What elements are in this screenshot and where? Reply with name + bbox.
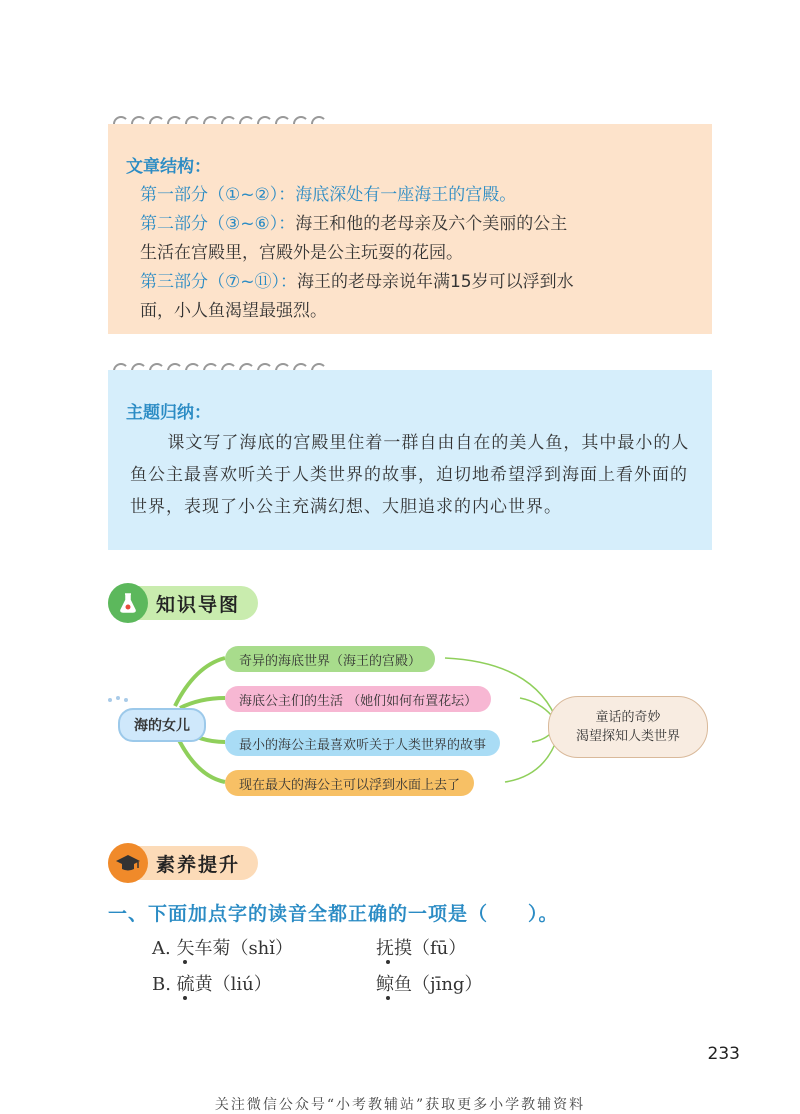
mind-map-branch-2: 海底公主们的生活 （她们如何布置花坛） bbox=[225, 686, 491, 712]
mind-map-branch-3: 最小的海公主最喜欢听关于人类世界的故事 bbox=[225, 730, 500, 756]
structure-part-2: 第二部分（③~⑥）：海王和他的老母亲及六个美丽的公主 bbox=[140, 214, 568, 234]
emphasis-dot bbox=[386, 960, 390, 964]
article-structure-box bbox=[108, 124, 712, 334]
graduation-cap-icon bbox=[108, 843, 148, 883]
emphasis-dot bbox=[183, 960, 187, 964]
structure-part-3-cont: 面，小人鱼渴望最强烈。 bbox=[140, 301, 327, 321]
practice-title: 素养提升 bbox=[156, 853, 241, 876]
mind-map bbox=[100, 636, 720, 806]
mind-map-branch-1: 奇异的海底世界（海王的宫殿） bbox=[225, 646, 435, 672]
structure-part-1: 第一部分（①~②）：海底深处有一座海王的宫殿。 bbox=[140, 185, 517, 205]
theme-text: 课文写了海底的宫殿里住着一群自由自在的美人鱼，其中最小的人鱼公主最喜欢听关于人类世界的故事，迫切地希望浮到海面上看外面的世界，表现了小公主充满幻想、大胆追求的内心世界。 bbox=[130, 433, 690, 517]
option-a-left: A. 矢车菊（shǐ） bbox=[152, 938, 294, 959]
theme-summary-box bbox=[108, 370, 712, 550]
mind-map-center: 海的女儿 bbox=[118, 708, 206, 742]
structure-part-2-cont: 生活在宫殿里，宫殿外是公主玩耍的花园。 bbox=[140, 243, 463, 263]
theme-heading: 主题归纳： bbox=[126, 403, 211, 423]
practice-badge bbox=[108, 846, 258, 880]
mind-map-branch-4: 现在最大的海公主可以浮到水面上去了 bbox=[225, 770, 474, 796]
option-a-right: 抚摸（fū） bbox=[376, 938, 467, 959]
flask-icon bbox=[108, 583, 148, 623]
mind-map-summary: 童话的奇妙 渴望探知人类世界 bbox=[548, 696, 708, 758]
structure-part-3: 第三部分（⑦~⑪）：海王的老母亲说年满15岁可以浮到水 bbox=[140, 272, 574, 292]
option-b-left: B. 硫黄（liú） bbox=[152, 974, 272, 995]
structure-heading: 文章结构： bbox=[126, 157, 211, 177]
knowledge-map-title: 知识导图 bbox=[156, 593, 241, 616]
emphasis-dot bbox=[183, 996, 187, 1000]
knowledge-map-badge bbox=[108, 586, 258, 620]
option-b-right: 鲸鱼（jīng） bbox=[376, 974, 483, 995]
question-1-title: 一、下面加点字的读音全都正确的一项是（ ）。 bbox=[108, 903, 559, 925]
footer-note: 关注微信公众号“小考教辅站”获取更多小学教辅资料 bbox=[214, 1097, 586, 1113]
emphasis-dot bbox=[386, 996, 390, 1000]
page-number: 233 bbox=[707, 1044, 740, 1064]
